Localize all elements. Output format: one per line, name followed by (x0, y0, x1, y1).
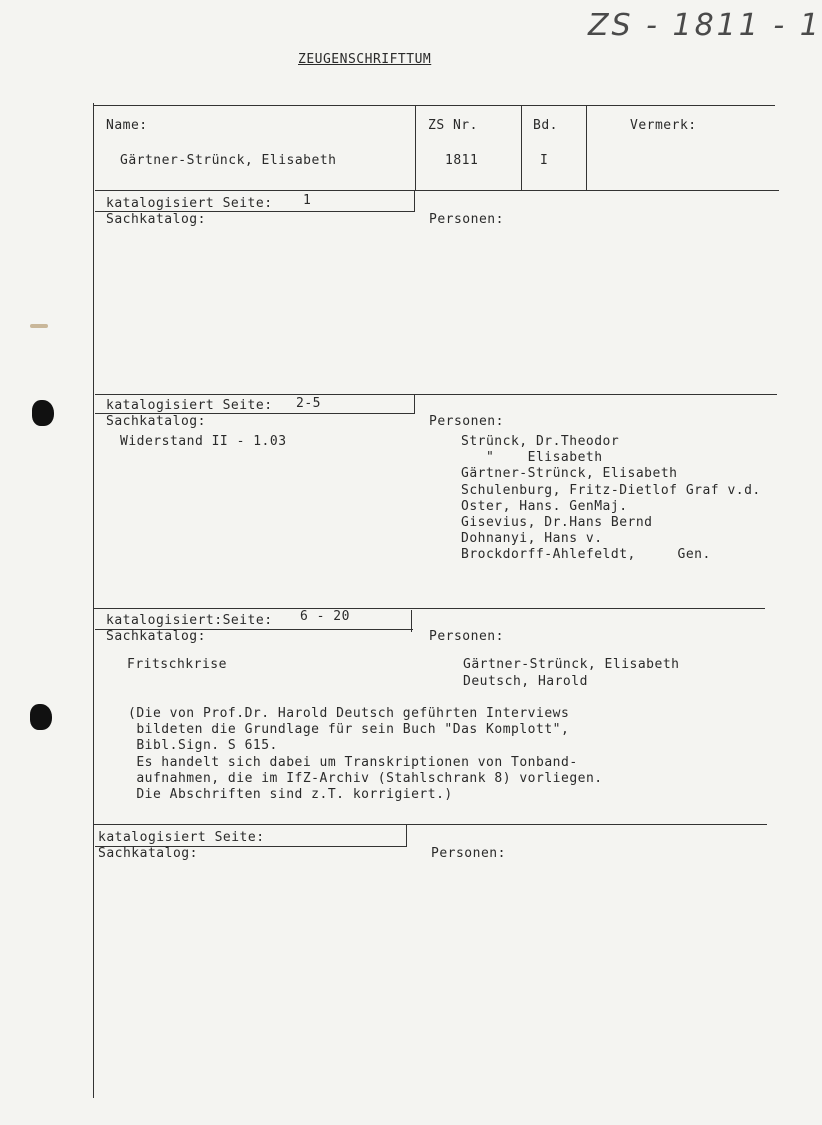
header-divider-2 (521, 105, 522, 191)
list-item: Dohnanyi, Hans v. (461, 531, 603, 547)
list-item: Gisevius, Dr.Hans Bernd (461, 515, 653, 531)
section-1-pages: 1 (303, 193, 312, 208)
note-line: aufnahmen, die im IfZ-Archiv (Stahlschrank 8) vorliegen. (128, 770, 603, 786)
section-4-sach-label: Sachkatalog: (98, 846, 198, 861)
section-3-katalog-box-edge (411, 610, 412, 632)
name-value: Gärtner-Strünck, Elisabeth (120, 153, 337, 168)
section-3-personen-label: Personen: (429, 629, 504, 644)
section-2-top-rule (95, 394, 777, 395)
header-top-rule (93, 105, 775, 106)
note-line: Bibl.Sign. S 615. (128, 738, 278, 754)
section-2-pages: 2-5 (296, 396, 321, 411)
name-label: Name: (106, 118, 148, 133)
section-3-sach-label: Sachkatalog: (106, 629, 206, 644)
list-item: Strünck, Dr.Theodor (461, 434, 620, 449)
punch-hole-top (32, 400, 54, 426)
paper-stain (30, 324, 48, 328)
note-line: (Die von Prof.Dr. Harold Deutsch geführten Interviews (128, 706, 570, 721)
document-title: ZEUGENSCHRIFTTUM (298, 52, 432, 67)
note-line: Es handelt sich dabei um Transkriptionen von Tonband- (128, 754, 578, 770)
note-line: bildeten die Grundlage für sein Buch "Das Komplott", (128, 722, 570, 738)
section-2-sach-entry: Widerstand II - 1.03 (120, 434, 287, 449)
list-item: Schulenburg, Fritz-Dietlof Graf v.d. (461, 482, 761, 498)
section-3-katalog-label: katalogisiert:Seite: (106, 613, 273, 628)
note-line: Die Abschriften sind z.T. korrigiert.) (128, 787, 453, 803)
section-3-personen-list (463, 657, 680, 690)
section-3-note (128, 706, 603, 803)
section-4-katalog-box-edge (406, 825, 407, 847)
punch-hole-bottom (30, 704, 52, 730)
archive-number-handwritten: ZS - 1811 - 1 (588, 8, 822, 43)
section-1-sach-label: Sachkatalog: (106, 212, 206, 227)
header-divider-3 (586, 105, 587, 191)
section-2-katalog-label: katalogisiert Seite: (106, 398, 273, 413)
list-item: Deutsch, Harold (463, 673, 588, 689)
section-3-top-rule (93, 608, 765, 609)
section-2-katalog-box-edge (414, 394, 415, 414)
section-1-personen-label: Personen: (429, 212, 504, 227)
section-1-katalog-box-edge (414, 191, 415, 212)
header-bottom-rule (95, 190, 779, 191)
list-item: Gärtner-Strünck, Elisabeth (461, 466, 678, 482)
list-item: Oster, Hans. GenMaj. (461, 498, 628, 514)
section-2-sach-label: Sachkatalog: (106, 414, 206, 429)
list-item: Brockdorff-Ahlefeldt, Gen. (461, 547, 711, 563)
zs-number-label: ZS Nr. (428, 118, 478, 133)
section-4-personen-label: Personen: (431, 846, 506, 861)
volume-label: Bd. (533, 118, 558, 133)
section-3-pages: 6 - 20 (300, 609, 350, 624)
section-4-top-rule (93, 824, 767, 825)
header-divider-1 (415, 105, 416, 191)
zs-number-value: 1811 (445, 153, 479, 168)
list-item: " Elisabeth (461, 450, 603, 466)
section-3-sach-entry: Fritschkrise (127, 657, 227, 672)
section-2-personen-label: Personen: (429, 414, 504, 429)
left-margin-rule (93, 103, 94, 1098)
list-item: Gärtner-Strünck, Elisabeth (463, 657, 680, 672)
section-2-personen-list (461, 434, 761, 564)
section-1-katalog-label: katalogisiert Seite: (106, 196, 273, 211)
section-4-katalog-label: katalogisiert Seite: (98, 830, 265, 845)
volume-value: I (540, 153, 549, 168)
remark-label: Vermerk: (630, 118, 697, 133)
